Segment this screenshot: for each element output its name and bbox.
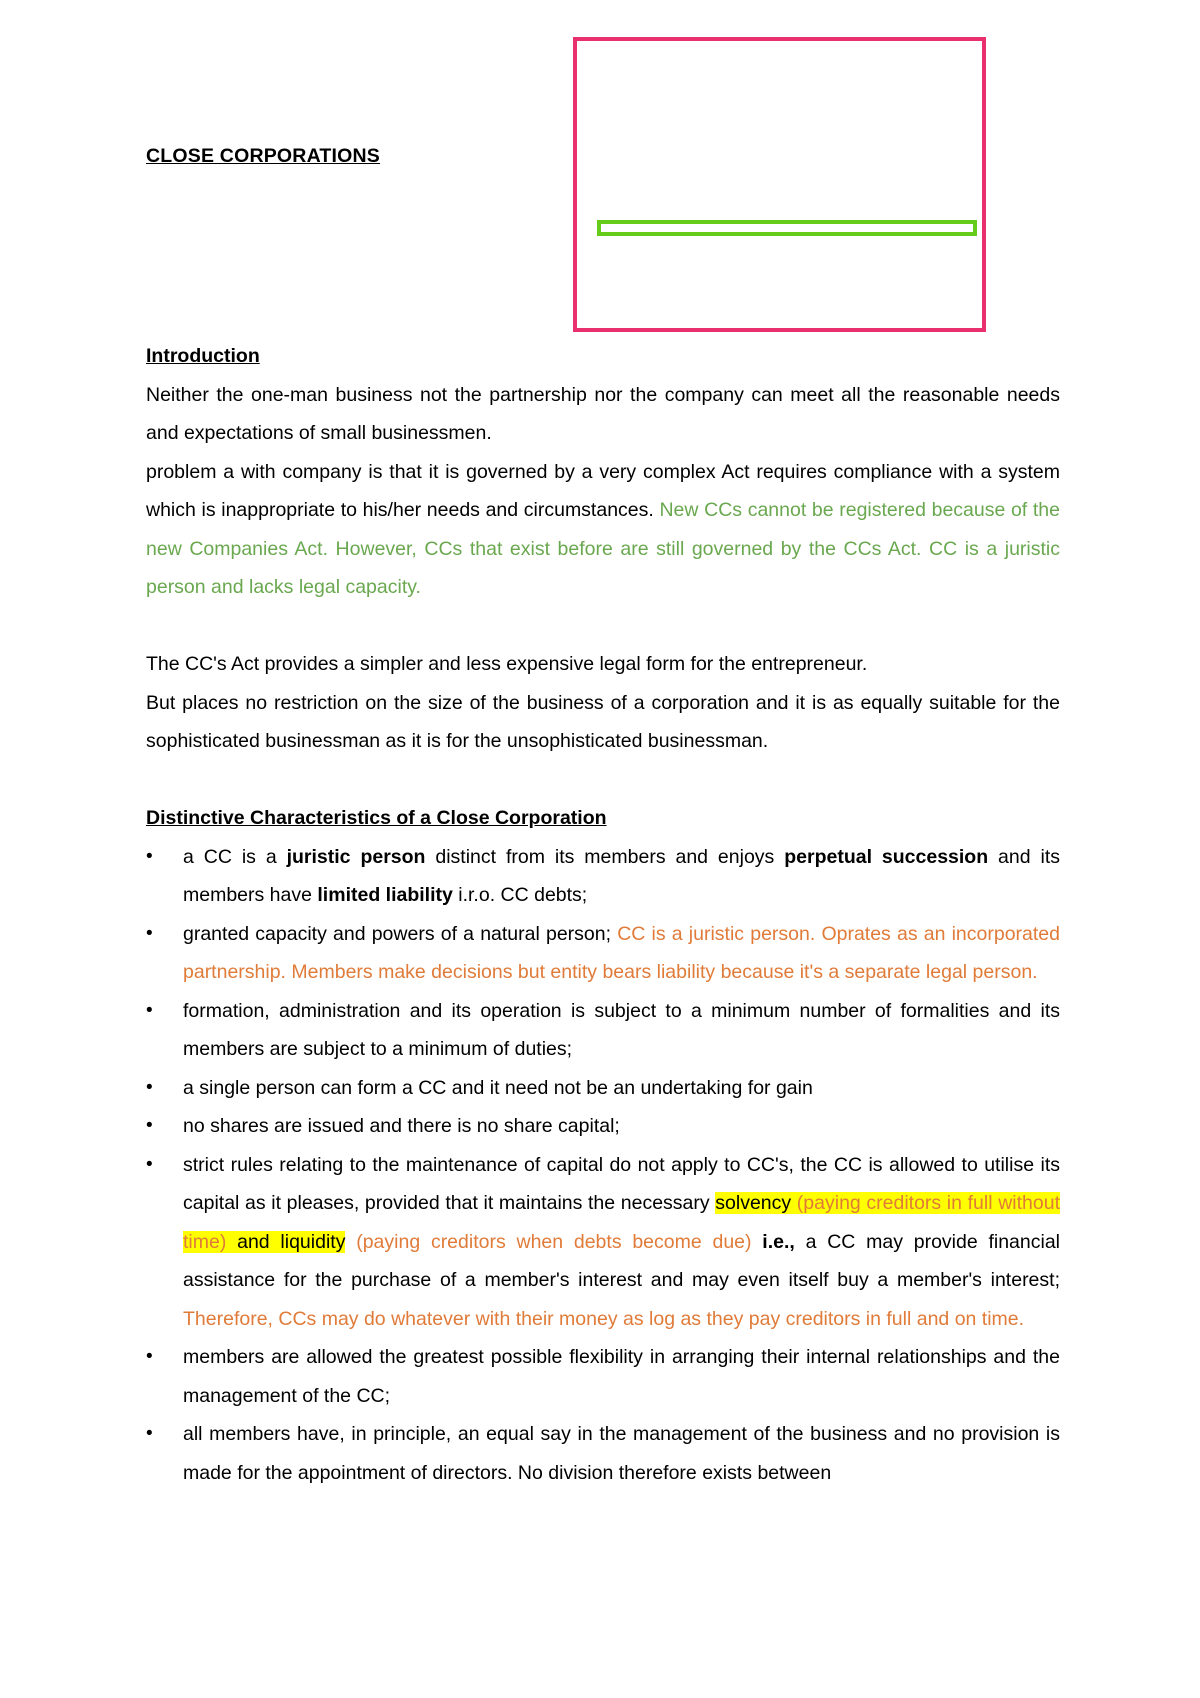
list-item-orange-note: Therefore, CCs may do whatever with their money as log as they pay creditors in full and on time. (183, 1307, 1025, 1330)
intro-paragraph-1: Neither the one-man business not the partnership nor the company can meet all the reasonable needs and expectations of small businessmen. (146, 383, 1060, 444)
list-item (146, 838, 1060, 915)
list-item-bold: limited liability (317, 884, 453, 906)
highlighted-text: solvency (715, 1192, 792, 1214)
list-item-text: granted capacity and powers of a natural person; (183, 922, 618, 945)
list-item-text: i.r.o. CC debts; (452, 884, 588, 906)
list-item: • members are allowed the greatest possible flexibility in arranging their internal relationships and the management of the CC; (146, 1338, 1060, 1415)
list-item-text: a CC is a (183, 845, 287, 868)
document-title: CLOSE CORPORATIONS (146, 145, 381, 167)
blank-line (146, 761, 1060, 800)
highlighted-orange-note: (paying creditors in full without time) (183, 1192, 1060, 1253)
green-outline-bar (597, 220, 977, 236)
list-item-text: and its members have (183, 845, 1060, 906)
list-item-bold: juristic person (286, 845, 426, 868)
list-item-text: strict rules relating to the maintenance of capital do not apply to CC's, the CC is allowed to utilise its capital as it pleases, provided that it maintains the necessary (183, 1153, 1060, 1214)
characteristics-list (146, 838, 1060, 1493)
list-item-text (752, 1231, 763, 1253)
list-item: • formation, administration and its operation is subject to a minimum number of formalities and its members are subject to a minimum of duties; (146, 992, 1060, 1069)
list-item (146, 1146, 1060, 1339)
list-item-bold: perpetual succession (784, 845, 989, 868)
intro-paragraph-2 (146, 453, 1060, 607)
intro-paragraph-2-green-note: New CCs cannot be registered because of the new Companies Act. However, CCs that exist before are still governed by the CCs Act. CC is a juristic person and lacks legal capacity. (146, 499, 1060, 598)
list-item-bold: i.e., (762, 1230, 795, 1253)
document-body (146, 337, 1060, 1492)
characteristics-heading: Distinctive Characteristics of a Close Corporation (146, 807, 607, 829)
intro-paragraph-4: But places no restriction on the size of the business of a corporation and it is as equally suitable for the sophisticated businessman as it is for the unsophisticated businessman. (146, 691, 1060, 752)
intro-paragraph-3: The CC's Act provides a simpler and less expensive legal form for the entrepreneur. (146, 653, 868, 675)
list-item: • a single person can form a CC and it need not be an undertaking for gain (146, 1069, 1060, 1108)
list-item-text: distinct from its members and enjoys (425, 845, 785, 868)
list-item: • all members have, in principle, an equal say in the management of the business and no provision is made for the appointment of directors. No division therefore exists between (146, 1415, 1060, 1492)
list-item-orange-note: CC is a juristic person. Oprates as an incorporated partnership. Members make decisions but entity bears liability because it's a separate legal person. (183, 922, 1060, 983)
list-item (146, 915, 1060, 992)
pink-outline-box (573, 37, 986, 332)
list-item: • no shares are issued and there is no share capital; (146, 1107, 1060, 1146)
intro-paragraph-2-text: problem a with company is that it is governed by a very complex Act requires compliance with a system which is inappropriate to his/her needs and circumstances. (146, 460, 1060, 521)
list-item-text: a CC may provide financial assistance for the purchase of a member's interest and may even itself buy a member's interest; (183, 1230, 1061, 1291)
highlighted-text: and liquidity (226, 1230, 346, 1253)
blank-line (146, 607, 1060, 646)
intro-heading: Introduction (146, 345, 260, 367)
list-item-orange-note: (paying creditors when debts become due) (345, 1230, 752, 1253)
